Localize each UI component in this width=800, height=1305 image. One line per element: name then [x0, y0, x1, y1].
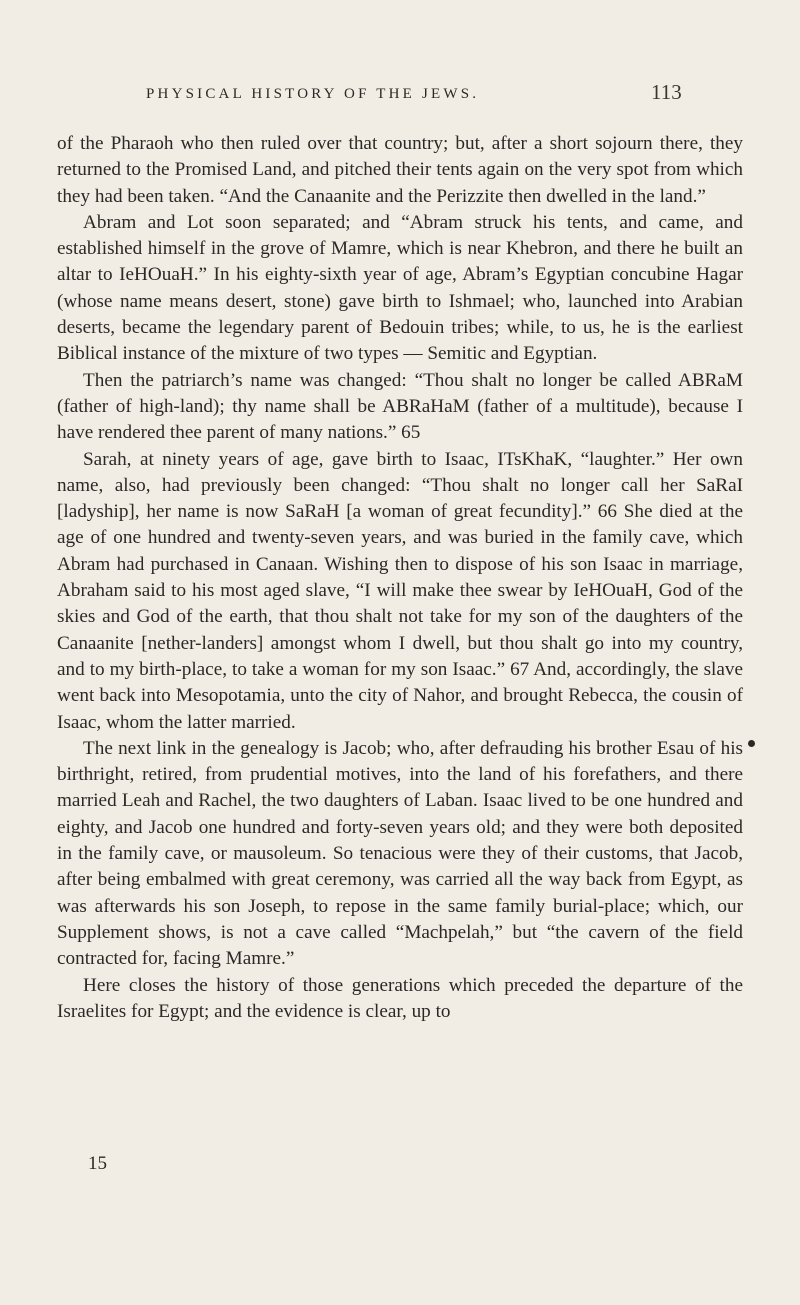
paragraph: Here closes the history of those generations which preceded the departure of the Israelites for Egypt; and the evidence is clear, up to	[57, 974, 743, 1022]
paragraph: Abram and Lot soon separated; and “Abram struck his tents, and came, and established himself in the grove of Mamre, which is near Khebron, and there he built an altar to IeHOuaH.” In his eighty-sixth year of age, Abram’s Egyptian concubine Hagar (whose name means desert, stone) gave birth to Ishmael; who, launched into Arabian deserts, became the legendary parent of Bedouin tribes; while, to us, he is the earliest Biblical instance of the mixture of two types — Semitic and Egyptian.	[57, 211, 743, 365]
paragraph: The next link in the genealogy is Jacob; who, after defrauding his brother Esau of his birthright, retired, from prudential motives, into the land of his forefathers, and there married Leah and Rachel, the two daughters of Laban. Isaac lived to be one hundred and eighty, and Jacob one hundred and forty-seven years old; and they were both deposited in the family cave, or mausoleum. So tenacious were they of their customs, that Jacob, after being embalmed with great ceremony, was carried all the way back from Egypt, as was afterwards his son Joseph, to repose in the same family burial-place; which, our Supplement shows, is not a cave called “Machpelah,” but “the cavern of the field contracted for, facing Mamre.”	[57, 737, 743, 970]
signature-mark: 15	[88, 1153, 107, 1174]
body-text	[57, 131, 743, 1025]
paragraph: Sarah, at ninety years of age, gave birth to Isaac, ITsKhaK, “laughter.” Her own name, also, had previously been changed: “Thou shalt no longer call her SaRaI [ladyship], her name is now SaRaH [a woman of great fecundity].” 66 She died at the age of one hundred and twenty-seven years, and was buried in the family cave, which Abram had purchased in Canaan. Wishing then to dispose of his son Isaac in marriage, Abraham said to his most aged slave, “I will make thee swear by IeHOuaH, God of the skies and God of the earth, that thou shalt not take for my son of the daughters of the Canaanite [nether-landers] amongst whom I dwell, but thou shalt go into my country, and to my birth-place, to take a woman for my son Isaac.” 67 And, accordingly, the slave went back into Mesopotamia, unto the city of Nahor, and brought Rebecca, the cousin of Isaac, whom the latter married.	[57, 448, 743, 733]
page-number: 113	[651, 80, 682, 104]
paragraph: of the Pharaoh who then ruled over that country; but, after a short sojourn there, they returned to the Promised Land, and pitched their tents again on the very spot from which they had been taken. “And the Canaanite and the Perizzite then dwelled in the land.”	[57, 133, 743, 207]
running-head: PHYSICAL HISTORY OF THE JEWS.	[146, 86, 480, 102]
ink-dot	[748, 740, 755, 747]
paragraph: Then the patriarch’s name was changed: “Thou shalt no longer be called ABRaM (father of high-land); thy name shall be ABRaHaM (father of a multitude), because I have rendered thee parent of many nations.” 65	[57, 369, 743, 444]
